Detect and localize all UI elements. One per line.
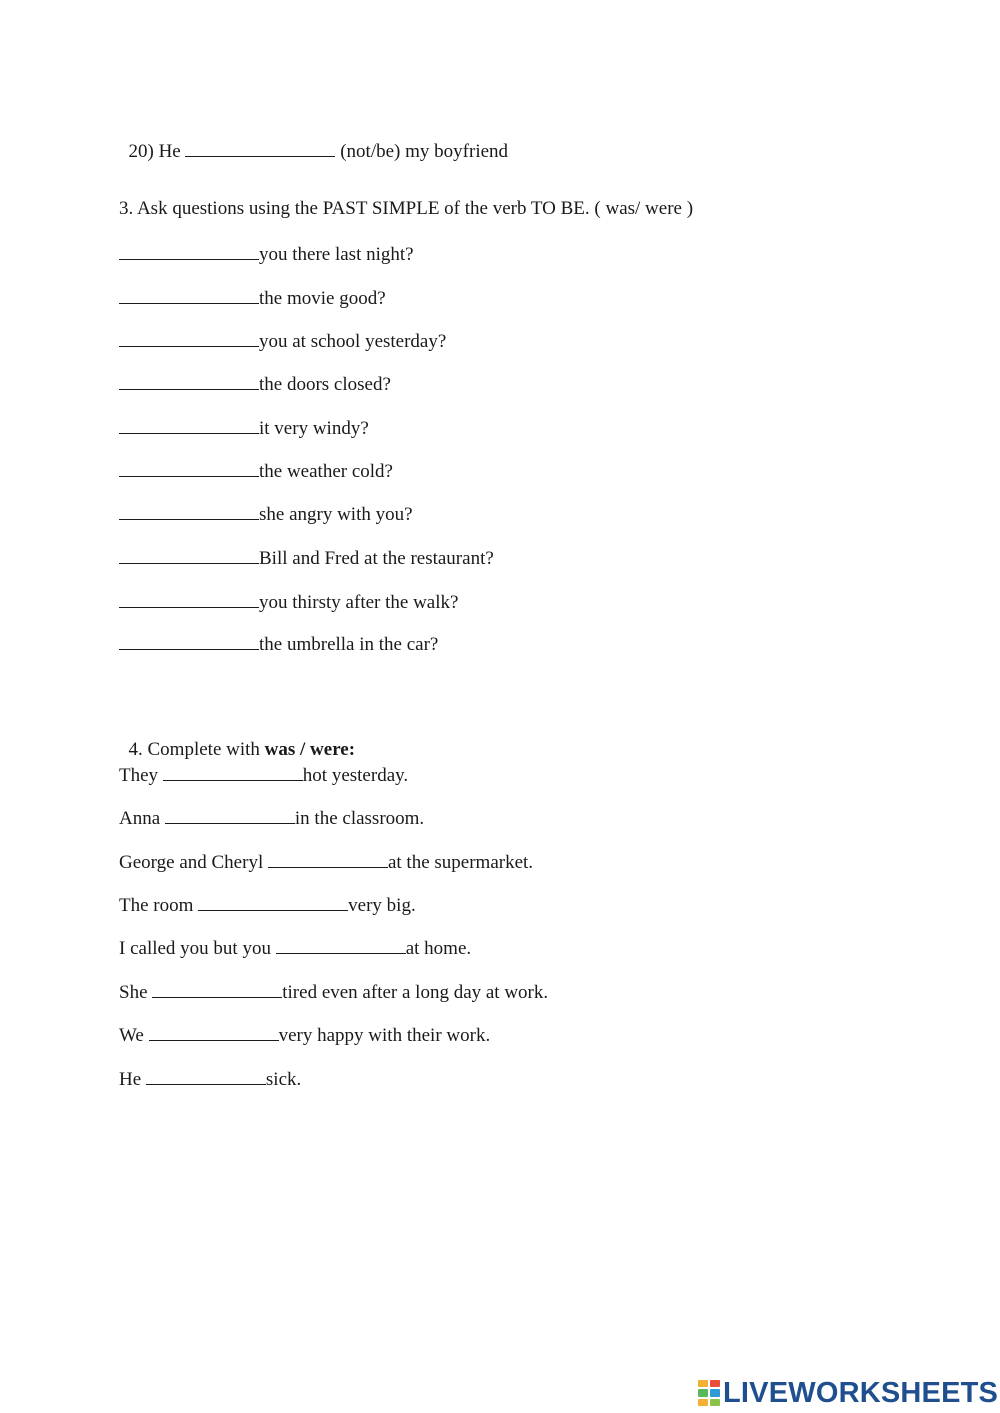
sentence-tail: sick. (265, 1069, 302, 1090)
section-3-item (119, 287, 386, 308)
sentence-lead: They (119, 765, 163, 786)
answer-blank[interactable] (165, 807, 295, 824)
sentence-tail: at the supermarket. (387, 852, 534, 873)
question-text: you thirsty after the walk? (259, 592, 459, 613)
sentence-lead: The room (119, 895, 199, 916)
section-4-item (119, 937, 471, 958)
answer-blank[interactable] (152, 981, 282, 998)
answer-blank[interactable] (119, 243, 259, 260)
liveworksheets-logo (698, 1378, 998, 1408)
logo-text: LIVEWORKSHEETS (723, 1376, 999, 1409)
question-text: you at school yesterday? (259, 331, 447, 352)
logo-tile (698, 1399, 708, 1406)
answer-blank[interactable] (119, 591, 259, 608)
section-4-item (119, 764, 408, 785)
section-4-heading-lead: 4. Complete with (128, 739, 265, 760)
answer-blank[interactable] (198, 894, 348, 911)
sentence-tail: very happy with their work. (278, 1025, 491, 1046)
sentence-lead: He (119, 1069, 146, 1090)
section-3-item (119, 547, 494, 568)
question-20-tail: (not/be) my boyfriend (335, 141, 509, 162)
question-20-lead: 20) He (128, 141, 186, 162)
section-3-item (119, 417, 369, 438)
section-4-heading (119, 721, 355, 759)
section-3-item (119, 503, 413, 524)
answer-blank[interactable] (163, 764, 303, 781)
section-3-item (119, 243, 414, 264)
sentence-lead: She (119, 982, 153, 1003)
answer-blank[interactable] (119, 330, 259, 347)
logo-tile (698, 1389, 708, 1396)
logo-tile (710, 1389, 720, 1396)
section-4-heading-bold: was / were: (264, 739, 356, 760)
section-4-item (119, 981, 548, 1002)
answer-blank[interactable] (119, 373, 259, 390)
sentence-tail: in the classroom. (294, 808, 425, 829)
answer-blank[interactable] (119, 633, 259, 650)
question-text: the doors closed? (259, 374, 391, 395)
question-text: the movie good? (259, 288, 386, 309)
answer-blank[interactable] (119, 287, 259, 304)
logo-tile (710, 1399, 720, 1406)
section-3-item (119, 633, 438, 654)
answer-blank[interactable] (119, 460, 259, 477)
answer-blank[interactable] (119, 503, 259, 520)
sentence-lead: I called you but you (119, 938, 276, 959)
answer-blank[interactable] (185, 140, 335, 157)
answer-blank[interactable] (149, 1024, 279, 1041)
answer-blank[interactable] (119, 417, 259, 434)
logo-mark-icon (698, 1380, 720, 1406)
sentence-lead: Anna (119, 808, 165, 829)
logo-tile (698, 1380, 708, 1387)
sentence-lead: George and Cheryl (119, 852, 268, 873)
question-text: you there last night? (259, 244, 414, 265)
question-20 (119, 121, 508, 161)
question-text: she angry with you? (259, 504, 413, 525)
section-3-item (119, 591, 458, 612)
sentence-tail: tired even after a long day at work. (282, 982, 549, 1003)
question-text: Bill and Fred at the restaurant? (259, 548, 494, 569)
sentence-tail: hot yesterday. (302, 765, 409, 786)
section-3-item (119, 373, 391, 394)
section-4-item (119, 1024, 490, 1045)
question-text: it very windy? (259, 418, 369, 439)
answer-blank[interactable] (119, 547, 259, 564)
answer-blank[interactable] (146, 1068, 266, 1085)
section-4-item (119, 851, 533, 872)
sentence-lead: We (119, 1025, 149, 1046)
section-3-item (119, 460, 393, 481)
sentence-tail: very big. (348, 895, 416, 916)
answer-blank[interactable] (268, 851, 388, 868)
section-3-heading: 3. Ask questions using the PAST SIMPLE of the verb TO BE. ( was/ were ) (119, 198, 694, 219)
section-4-item (119, 1068, 301, 1089)
section-3-item (119, 330, 446, 351)
answer-blank[interactable] (276, 937, 406, 954)
section-4-item (119, 807, 424, 828)
logo-tile (710, 1380, 720, 1387)
section-4-item (119, 894, 416, 915)
question-text: the weather cold? (259, 461, 393, 482)
question-text: the umbrella in the car? (259, 634, 439, 655)
sentence-tail: at home. (405, 938, 472, 959)
